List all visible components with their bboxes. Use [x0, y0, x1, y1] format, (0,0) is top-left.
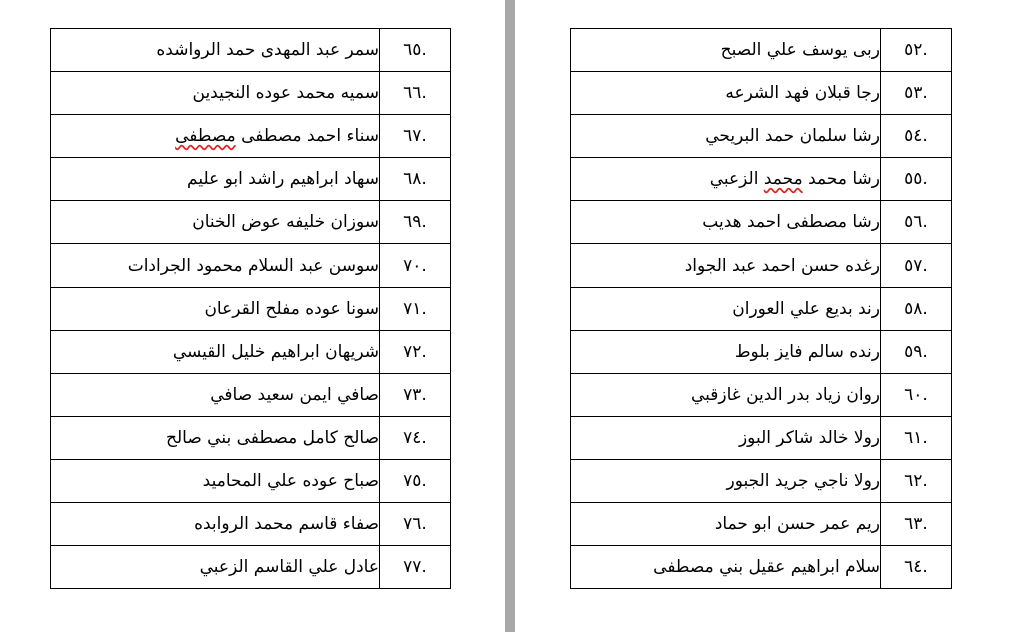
row-number: .٧٤ — [380, 416, 451, 459]
row-number: .٦٠ — [881, 373, 952, 416]
table-row — [571, 29, 952, 72]
table-row — [51, 373, 451, 416]
table-row — [571, 158, 952, 201]
person-name: رجا قبلان فهد الشرعه — [571, 72, 881, 115]
table-row — [571, 244, 952, 287]
row-number: .٥٩ — [881, 330, 952, 373]
person-name: سميه محمد عوده النجيدين — [51, 72, 380, 115]
person-name: ربى يوسف علي الصبح — [571, 29, 881, 72]
document-page-left — [0, 0, 505, 632]
person-name: سهاد ابراهيم راشد ابو عليم — [51, 158, 380, 201]
person-name: رشا مصطفى احمد هديب — [571, 201, 881, 244]
person-name: شريهان ابراهيم خليل القيسي — [51, 330, 380, 373]
table-row — [571, 373, 952, 416]
name-text: سناء احمد مصطفى — [235, 126, 379, 147]
person-name: ريم عمر حسن ابو حماد — [571, 503, 881, 546]
table-row — [51, 330, 451, 373]
table-row — [571, 201, 952, 244]
person-name: عادل علي القاسم الزعبي — [51, 546, 380, 589]
spellcheck-underlined-word: مصطفى — [175, 126, 236, 147]
person-name: روان زياد بدر الدين غازقبي — [571, 373, 881, 416]
row-number: .٦١ — [881, 416, 952, 459]
table-row — [571, 287, 952, 330]
row-number: .٧١ — [380, 287, 451, 330]
row-number: .٦٧ — [380, 115, 451, 158]
name-text: رشا محمد — [802, 169, 880, 190]
row-number: .٥٧ — [881, 244, 952, 287]
person-name — [51, 115, 380, 158]
table-row — [51, 416, 451, 459]
spellcheck-underlined-word: محمد — [763, 169, 803, 190]
person-name: سونا عوده مفلح القرعان — [51, 287, 380, 330]
table-row — [51, 201, 451, 244]
row-number: .٥٢ — [881, 29, 952, 72]
row-number: .٦٤ — [881, 546, 952, 589]
names-table-right — [570, 28, 952, 589]
table-row — [51, 546, 451, 589]
person-name: صافي ايمن سعيد صافي — [51, 373, 380, 416]
person-name: صباح عوده علي المحاميد — [51, 459, 380, 502]
row-number: .٥٥ — [881, 158, 952, 201]
person-name: رند بديع علي العوران — [571, 287, 881, 330]
row-number: .٦٢ — [881, 459, 952, 502]
name-text: الزعبي — [709, 169, 764, 190]
table-row — [51, 115, 451, 158]
table-row — [51, 503, 451, 546]
table-row — [51, 29, 451, 72]
row-number: .٦٣ — [881, 503, 952, 546]
person-name: رشا سلمان حمد البريحي — [571, 115, 881, 158]
table-row — [571, 546, 952, 589]
row-number: .٥٣ — [881, 72, 952, 115]
row-number: .٦٨ — [380, 158, 451, 201]
row-number: .٧٢ — [380, 330, 451, 373]
table-row — [51, 287, 451, 330]
table-row — [51, 244, 451, 287]
person-name: رغده حسن احمد عبد الجواد — [571, 244, 881, 287]
document-page-right — [515, 0, 1024, 632]
person-name: سمر عبد المهدى حمد الرواشده — [51, 29, 380, 72]
names-table-left — [50, 28, 451, 589]
table-row — [571, 115, 952, 158]
table-row — [571, 459, 952, 502]
person-name: رولا خالد شاكر البوز — [571, 416, 881, 459]
person-name: سلام ابراهيم عقيل بني مصطفى — [571, 546, 881, 589]
table-row — [51, 459, 451, 502]
person-name: سوزان خليفه عوض الخنان — [51, 201, 380, 244]
row-number: .٦٩ — [380, 201, 451, 244]
row-number: .٧٥ — [380, 459, 451, 502]
page-gutter — [505, 0, 515, 632]
row-number: .٧٧ — [380, 546, 451, 589]
table-row — [571, 72, 952, 115]
person-name: رولا ناجي جريد الجبور — [571, 459, 881, 502]
table-row — [571, 503, 952, 546]
person-name: صفاء قاسم محمد الروابده — [51, 503, 380, 546]
person-name: رنده سالم فايز بلوط — [571, 330, 881, 373]
person-name: صالح كامل مصطفى بني صالح — [51, 416, 380, 459]
row-number: .٧٦ — [380, 503, 451, 546]
row-number: .٧٣ — [380, 373, 451, 416]
table-row — [571, 416, 952, 459]
table-row — [51, 158, 451, 201]
table-row — [571, 330, 952, 373]
row-number: .٦٦ — [380, 72, 451, 115]
row-number: .٦٥ — [380, 29, 451, 72]
person-name: سوسن عبد السلام محمود الجرادات — [51, 244, 380, 287]
person-name — [571, 158, 881, 201]
row-number: .٥٤ — [881, 115, 952, 158]
row-number: .٥٦ — [881, 201, 952, 244]
row-number: .٥٨ — [881, 287, 952, 330]
row-number: .٧٠ — [380, 244, 451, 287]
table-row — [51, 72, 451, 115]
